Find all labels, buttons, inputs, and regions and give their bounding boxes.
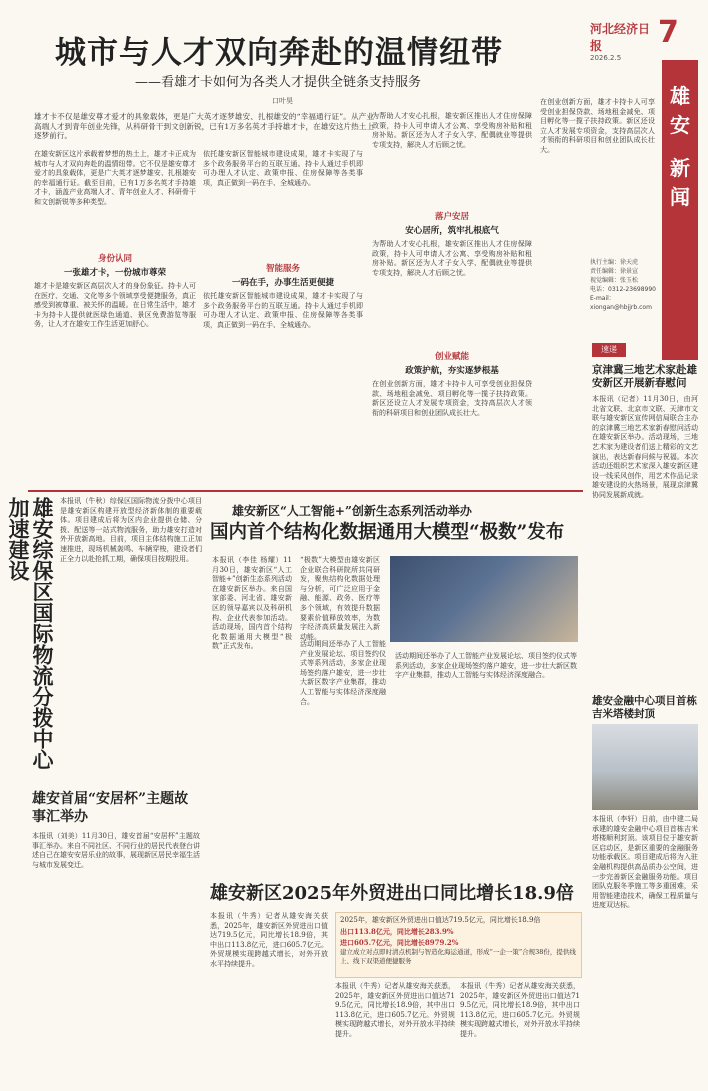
lead-col2-body: 依托雄安新区智能城市建设成果，雄才卡实现了与多个政务服务平台的互联互通。持卡人通过手机即可办理人才认定、政策申报、住房保障等各类事项，真正做到一码在手、全城通办。: [203, 150, 363, 187]
lead-subheadline: ——看雄才卡如何为各类人才提供全链条支持服务: [135, 75, 422, 90]
staff-line: E-mail：xiongan@hbjjrb.com: [590, 295, 652, 311]
brief-photo: [592, 724, 698, 810]
sidebar-char-1: 雄: [670, 84, 690, 108]
lead-col3-body: 为帮助人才安心扎根，雄安新区推出人才住房保障政策，持卡人可申请人才公寓、享受购房补贴和租房补贴。新区还为人才子女入学、配偶就业等提供专项支持，解决人才后顾之忧。: [372, 112, 532, 149]
staff-line: 责任编辑：徐景宣: [590, 268, 639, 275]
stat-line: 建立成立对点即时清点机制与智造化海运通道，形成“一企一策”合规38份，提供线上、线下双渠道便捷服务: [340, 948, 576, 965]
brief-body-1: 本报讯（记者）11月30日，由河北省文联、北京市文联、天津市文联与雄安新区宣传网信局联合主办的京津冀三地艺术家新春慰问活动在雄安新区举办。活动现场，三地艺术家为建设者们送上精彩的文艺演出，表达新春问候与祝福。本次活动还组织艺术家深入雄安新区建设一线采风创作，用艺术作品记录雄安建设的火热场景，展现京津冀协同发展新成就。: [592, 395, 698, 499]
staff-line: 执行主编：徐天虎: [590, 259, 639, 266]
bottom-body-2: 本报讯（牛秀）记者从雄安海关获悉，2025年，雄安新区外贸进出口值达719.5亿元，同比增长18.9倍，其中出口113.8亿元，进口605.7亿元。外贸规模实现跨越式增长，对外开放水平持续提升。: [335, 982, 455, 1038]
center-body-3: 活动期间还举办了人工智能产业发展论坛、项目签约仪式等系列活动，多家企业现场签约落户雄安，进一步壮大新区数字产业集群，推动人工智能与实体经济深度融合。: [300, 640, 386, 706]
left-story-body: 本报讯（牛秋）综保区国际物流分拨中心项目是雄安新区构建开放型经济新体制的重要载体。项目建成后将为区内企业提供仓储、分拨、配送等一站式物流服务，助力雄安打造对外开放新高地。目前，项目主体结构施工正加速推进，现场机械轰鸣、车辆穿梭，建设者们正全力以赴抢抓工期，确保项目按期投用。: [60, 497, 202, 563]
bottom-body-3: 本报讯（牛秀）记者从雄安海关获悉，2025年，雄安新区外贸进出口值达719.5亿元，同比增长18.9倍，其中出口113.8亿元，进口605.7亿元。外贸规模实现跨越式增长，对外开放水平持续提升。: [460, 982, 580, 1038]
left-story-headline-2: 雄安首届“安居杯”主题故事汇举办: [32, 791, 189, 825]
brief-tag: 速递: [592, 343, 626, 357]
brief-headline-2: 雄安金融中心项目首栋吉米塔楼封顶: [592, 695, 697, 720]
section-3-sub: 安心居所，筑牢扎根底气: [405, 226, 499, 236]
section-1-title: 身份认同: [97, 254, 132, 264]
bottom-body: 本报讯（牛秀）记者从雄安海关获悉，2025年，雄安新区外贸进出口值达719.5亿元，同比增长18.9倍，其中出口113.8亿元，进口605.7亿元。外贸规模实现跨越式增长，对外开放水平持续提升。: [210, 912, 328, 968]
brief-body-2: 本报讯（李轩）日前，由中建二局承建的雄安金融中心项目首栋吉米塔楼顺利封顶。该项目位于雄安新区启动区，是新区重要的金融服务功能承载区。项目建成后将为入驻金融机构提供高品质办公空间，进一步完善新区金融服务功能。项目团队克服冬季施工等多重困难，采用智能建造技术，确保工程质量与进度双达标。: [592, 815, 698, 910]
lead-col1-body2: 雄才卡是雄安新区高层次人才的身份象征。持卡人可在医疗、交通、文化等多个领域享受便捷服务，真正感受到被尊重、被关怀的温暖。在日常生活中，雄才卡为持卡人提供就医绿色通道、景区免费游览等服务，让人才在雄安工作生活更加舒心。: [34, 282, 196, 329]
lead-col2-body2: 依托雄安新区智能城市建设成果，雄才卡实现了与多个政务服务平台的互联互通。持卡人通过手机即可办理人才认定、政策申报、住房保障等各类事项，真正做到一码在手、全城通办。: [203, 292, 363, 329]
issue-date: 2026.2.5: [590, 54, 622, 62]
center-kicker: 雄安新区“人工智能+”创新生态系列活动举办: [232, 504, 472, 518]
lead-byline: 口叶昊: [272, 97, 293, 105]
sidebar-char-3: 新: [670, 156, 690, 180]
masthead: [590, 20, 651, 62]
vertical-headline: 雄安综保区国际物流分拨中心加速建设: [6, 497, 55, 770]
center-body-2: “极数”大模型由雄安新区企业联合科研院所共同研发，聚焦结构化数据处理与分析，可广泛应用于金融、能源、政务、医疗等多个领域，有效提升数据要素价值释放效率，为数字经济高质量发展注入新动能。: [300, 556, 380, 641]
section-4-sub: 政策护航，夯实逐梦根基: [405, 366, 499, 376]
sidebar-char-2: 安: [670, 113, 690, 137]
lead-intro: 雄才卡不仅是雄安尊才爱才的具象载体，更是广大英才逐梦雄安、扎根雄安的“幸福通行证”。从产业高端人才到青年创业先锋，从科研骨干到文创新锐，已有1万多名英才手持雄才卡，在雄安这片热土上逐梦前行。: [34, 112, 374, 141]
center-headline: 国内首个结构化数据通用大模型“极数”发布: [210, 522, 565, 543]
lead-col3-body2: 为帮助人才安心扎根，雄安新区推出人才住房保障政策，持卡人可申请人才公寓、享受购房补贴和租房补贴。新区还为人才子女入学、配偶就业等提供专项支持，解决人才后顾之忧。: [372, 240, 532, 277]
left-story-body-2: 本报讯（刘美）11月30日，雄安首届“安居杯”主题故事汇举办。来自不同社区、不同行业的居民代表登台讲述自己在雄安安居乐业的故事，展现新区居民幸福生活与城市发展变迁。: [32, 832, 200, 869]
section-1-sub: 一张雄才卡，一份城市尊荣: [63, 268, 166, 278]
page-number: 7: [658, 15, 679, 50]
lead-headline: 城市与人才双向奔赴的温情纽带: [55, 35, 503, 71]
bottom-headline: 雄安新区2025年外贸进出口同比增长18.9倍: [210, 883, 574, 904]
lead-col3-body3: 在创业创新方面，雄才卡持卡人可享受创业担保贷款、场地租金减免、项目孵化等一揽子扶持政策。新区还设立人才发展专项资金，支持高层次人才领衔的科研项目和创业团队成长壮大。: [372, 380, 532, 417]
stat-line: 进口605.7亿元，同比增长8979.2%: [340, 938, 459, 947]
lead-col4-body: 在创业创新方面，雄才卡持卡人可享受创业担保贷款、场地租金减免、项目孵化等一揽子扶持政策。新区还设立人才发展专项资金，支持高层次人才领衔的科研项目和创业团队成长壮大。: [540, 98, 655, 154]
staff-line: 电话：0312-23698990: [590, 286, 656, 293]
center-body-4: 活动期间还举办了人工智能产业发展论坛、项目签约仪式等系列活动，多家企业现场签约落户雄安，进一步壮大新区数字产业集群，推动人工智能与实体经济深度融合。: [395, 652, 577, 680]
paper-name: 河北经济日报: [590, 22, 651, 53]
section-3-title: 落户安居: [434, 212, 469, 222]
section-2-sub: 一码在手，办事生活更便捷: [231, 278, 334, 288]
section-sidebar: [662, 60, 698, 360]
staff-line: 视觉编辑：张玉松: [590, 277, 639, 284]
stat-line: 2025年，雄安新区外贸进出口值达719.5亿元，同比增长18.9倍: [340, 916, 541, 924]
center-photo: [390, 556, 578, 642]
sidebar-char-4: 闻: [670, 185, 690, 209]
stats-box: [335, 912, 582, 978]
divider-line: [28, 490, 583, 492]
brief-headline-1: 京津冀三地艺术家赴雄安新区开展新春慰问: [592, 364, 697, 389]
staff-list: [590, 258, 660, 312]
section-4-title: 创业赋能: [434, 352, 469, 362]
lead-col1-body: 在雄安新区这片承载着梦想的热土上，雄才卡正成为城市与人才双向奔赴的温情纽带。它不仅是雄安尊才爱才的具象载体，更是广大英才逐梦雄安、扎根雄安的幸福通行证。截至目前，已有1万多名英才手持雄才卡，涵盖产业高端人才、青年创业人才、科研骨干和文创新锐等多种类型。: [34, 150, 196, 206]
stat-line: 出口113.8亿元，同比增长283.9%: [340, 927, 454, 936]
center-body-1: 本报讯（李佳 杨耀）11月30日，雄安新区“人工智能+”创新生态系列活动在雄安新区举办。来自国家部委、河北省、雄安新区的领导嘉宾以及科研机构、企业代表参加活动。活动现场，国内首个结构化数据通用大模型“极数”正式发布。: [212, 556, 292, 651]
section-2-title: 智能服务: [265, 264, 300, 274]
